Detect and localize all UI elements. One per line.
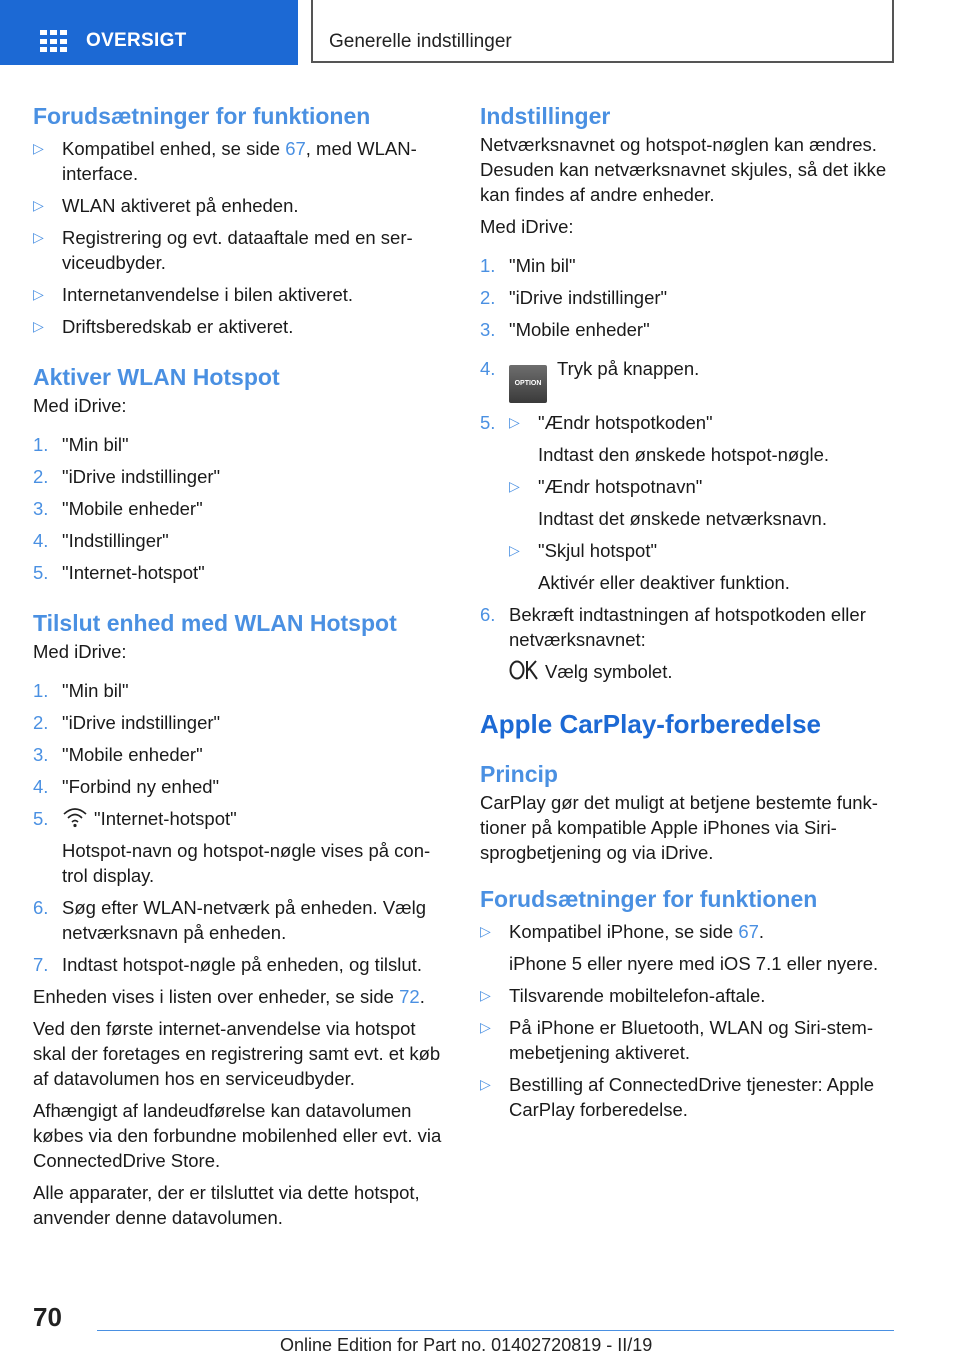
principle-text: CarPlay gør det muligt at betjene bestemte funk-tioner på kompatible Apple iPhones via Siri-sprogbetjening og via iDrive. [480, 792, 878, 863]
option-button-icon: OPTION [509, 365, 547, 403]
page-link[interactable]: 67 [738, 921, 759, 942]
list-item: ▷ Driftsberedskab er aktiveret. [33, 314, 443, 339]
step-text: "Internet-hotspot" [62, 562, 205, 583]
activate-steps [33, 432, 443, 585]
step-text: "iDrive indstillinger" [62, 466, 221, 487]
step-text: "Indstillinger" [62, 530, 169, 551]
option-desc: Aktivér eller deaktiver funktion. [538, 572, 790, 593]
list-item: 6. Søg efter WLAN-netværk på enheden. Vælg netværksnavn på enheden. [33, 897, 427, 943]
para-text: Enheden vises i listen over enheder, se side [33, 986, 400, 1007]
ok-check-icon [509, 659, 539, 681]
list-item [480, 919, 900, 976]
carplay-heading: Apple CarPlay-forberedelse [480, 709, 822, 739]
settings-steps [480, 253, 900, 684]
grid-menu-icon [40, 30, 66, 52]
list-item: 1. "Min bil" [33, 680, 129, 701]
step-text: "Mobile enheder" [509, 319, 650, 340]
principle-heading: Princip [480, 761, 558, 787]
option-label: "Ændr hotspotnavn" [538, 476, 703, 497]
option-label: "Ændr hotspotkoden" [538, 412, 713, 433]
item-text: . [758, 921, 765, 942]
list-item [33, 136, 443, 186]
option-desc: Indtast det ønskede netværksnavn. [538, 508, 827, 529]
edition-text: Online Edition for Part no. 01402720819 - II/19 [280, 1335, 653, 1355]
step-subtext [509, 659, 900, 684]
list-item: 6. Bekræft indtastningen af hotspotkoden eller netværksnavnet: Vælg symbolet. [480, 602, 900, 684]
list-item: 1. "Min bil" [480, 255, 576, 276]
page-number: 70 [33, 1302, 62, 1332]
requirements-list [33, 136, 443, 339]
step-subtext: Hotspot-navn og hotspot-nøgle vises på con-trol display. [62, 840, 431, 886]
list-item: 3. "Mobile enheder" [33, 744, 203, 765]
carplay-requirements-list [480, 919, 900, 1122]
list-item: ▷ På iPhone er Bluetooth, WLAN og Siri-stem-mebetjening aktiveret. [480, 1015, 900, 1065]
para-text: . [419, 986, 425, 1007]
list-item [509, 474, 900, 531]
list-item: 4. OPTIONTryk på knappen. [480, 356, 900, 403]
item-text: , med WLAN-interface. [62, 138, 417, 184]
with-idrive-text: Med iDrive: [33, 395, 127, 416]
list-item: 2. "iDrive indstillinger" [33, 466, 221, 487]
step-text: "Forbind ny enhed" [62, 776, 220, 797]
wifi-icon [62, 806, 88, 828]
step-text: Søg efter WLAN-netværk på enheden. Vælg netværksnavn på enheden. [62, 897, 427, 943]
step-text: "Min bil" [62, 434, 129, 455]
left-column [33, 100, 443, 1237]
option-desc: Indtast den ønskede hotspot-nøgle. [538, 444, 830, 465]
settings-intro: Netværksnavnet og hotspot-nøglen kan ændres. Desuden kan netværksnavnet skjules, så det ikke kan findes af andre enheder. [480, 134, 887, 205]
list-item: 5. ▷ "Ændr hotspotkoden" Indtast den ønskede hotspot-nøgle. ▷ "Ændr hotspotnavn" Indtast det ønskede netværksnavn. ▷ "Skjul hotspot" Aktivér eller deaktiver funktion. [480, 410, 900, 595]
list-item: ▷ WLAN aktiveret på enheden. [33, 193, 443, 218]
list-item: 7. Indtast hotspot-nøgle på enheden, og tilslut. [33, 954, 422, 975]
step-text: "iDrive indstillinger" [62, 712, 221, 733]
step-text: Indtast hotspot-nøgle på enheden, og tilslut. [62, 954, 422, 975]
item-subtext: iPhone 5 eller nyere med iOS 7.1 eller nyere. [509, 953, 879, 974]
list-item: 4. "Indstillinger" [33, 530, 169, 551]
connect-device-heading: Tilslut enhed med WLAN Hotspot [33, 610, 397, 636]
item-text: Kompatibel enhed, se side [62, 138, 286, 159]
list-item: 5. "Internet-hotspot" Hotspot-navn og hotspot-nøgle vises på con-trol display. [33, 806, 443, 888]
list-item: 2. "iDrive indstillinger" [480, 287, 668, 308]
activate-hotspot-heading: Aktiver WLAN Hotspot [33, 364, 280, 390]
with-idrive-text: Med iDrive: [480, 216, 574, 237]
carplay-requirements-heading: Forudsætninger for funktionen [480, 886, 818, 912]
first-use-text: Ved den første internet-anvendelse via hotspot skal der foretages en registrering samt evt. et køb af datavolumen hos en serviceudbyder. [33, 1018, 441, 1089]
step-text: "Min bil" [62, 680, 129, 701]
device-listed-text [33, 984, 443, 1009]
right-column [480, 100, 900, 1129]
item-text: Kompatibel iPhone, se side [509, 921, 739, 942]
step-text: "iDrive indstillinger" [509, 287, 668, 308]
footer-divider [97, 1330, 894, 1331]
step5-options [509, 410, 900, 595]
settings-heading: Indstillinger [480, 103, 611, 129]
option-label: "Skjul hotspot" [538, 540, 658, 561]
list-item: ▷ Internetanvendelse i bilen aktiveret. [33, 282, 443, 307]
with-idrive-text: Med iDrive: [33, 641, 127, 662]
connect-steps [33, 678, 443, 977]
step-text: Bekræft indtastningen af hotspotkoden eller netværksnavnet: [509, 604, 866, 650]
section-title: Generelle indstillinger [329, 31, 512, 52]
step-text: "Min bil" [509, 255, 576, 276]
step-text: "Mobile enheder" [62, 498, 203, 519]
section-header [311, 0, 894, 63]
requirements-heading: Forudsætninger for funktionen [33, 103, 371, 129]
list-item: 3. "Mobile enheder" [33, 498, 203, 519]
list-item: 4. "Forbind ny enhed" [33, 776, 220, 797]
all-devices-text: Alle apparater, der er tilsluttet via dette hotspot, anvender denne datavolumen. [33, 1182, 420, 1228]
overview-tab[interactable] [0, 0, 298, 65]
list-item: 5. "Internet-hotspot" [33, 562, 205, 583]
page-link[interactable]: 72 [399, 986, 420, 1007]
page-link[interactable]: 67 [285, 138, 306, 159]
step-text: "Internet-hotspot" [94, 808, 237, 829]
list-item: ▷ Tilsvarende mobiltelefon-aftale. [480, 983, 900, 1008]
step-text: Tryk på knappen. [557, 358, 700, 379]
step-subtext-text: Vælg symbolet. [545, 661, 673, 682]
step-text: "Mobile enheder" [62, 744, 203, 765]
list-item [509, 538, 900, 595]
list-item [509, 410, 900, 467]
data-volume-text: Afhængigt af landeudførelse kan datavolumen købes via den forbundne mobilenhed eller evt. via ConnectedDrive Store. [33, 1100, 442, 1171]
list-item: ▷ Registrering og evt. dataaftale med en ser-viceudbyder. [33, 225, 443, 275]
list-item: 2. "iDrive indstillinger" [33, 712, 221, 733]
list-item: 3. "Mobile enheder" [480, 319, 650, 340]
list-item: ▷ Bestilling af ConnectedDrive tjenester: Apple CarPlay forberedelse. [480, 1072, 900, 1122]
overview-tab-label: OVERSIGT [86, 30, 187, 51]
list-item: 1. "Min bil" [33, 434, 129, 455]
